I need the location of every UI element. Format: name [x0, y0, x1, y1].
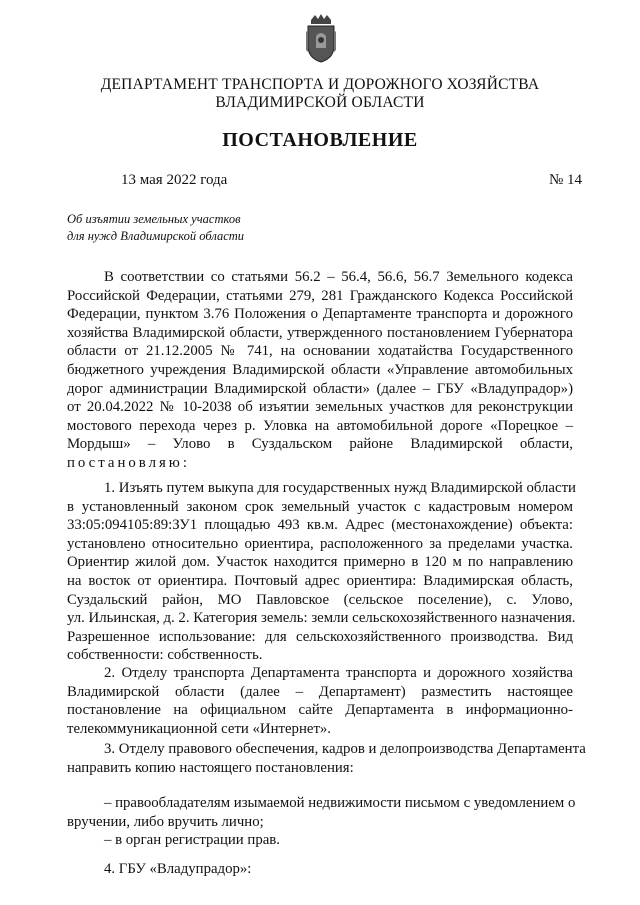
text-line: от 20.04.2022 № 10-2038 об изъятии земельных участков для реконструкции	[67, 399, 573, 416]
document-type-title: ПОСТАНОВЛЕНИЕ	[222, 129, 418, 151]
document-number: № 14	[548, 172, 582, 188]
text-line: области от 21.12.2005 № 741, на основании ходатайства Государственного	[67, 343, 573, 360]
text-line: 3. Отделу правового обеспечения, кадров и делопроизводства Департамента	[104, 741, 586, 757]
item-3-dash-2	[67, 831, 573, 850]
preamble-paragraph	[67, 268, 573, 473]
text-line: – в орган регистрации прав.	[104, 832, 280, 848]
text-line: 1. Изъять путем выкупа для государственных нужд Владимирской области	[104, 480, 576, 496]
text-line: 2. Отделу транспорта Департамента транспорта и дорожного хозяйства	[104, 665, 573, 681]
text-line: Ориентир жилой дом. Участок находится примерно в 120 м по направлению	[67, 554, 573, 571]
text-line: 4. ГБУ «Владупрадор»:	[104, 861, 252, 877]
text-line: Федерации, пунктом 3.76 Положения о Департаменте транспорта и дорожного	[67, 306, 573, 323]
text-line: – правообладателям изымаемой недвижимости письмом с уведомлением о	[104, 795, 576, 811]
item-1-paragraph	[67, 479, 576, 665]
text-line: В соответствии со статьями 56.2 – 56.4, 56.6, 56.7 Земельного кодекса	[104, 269, 573, 285]
text-line: дорог администрации Владимирской области» (далее – ГБУ «Владупрадор»)	[67, 380, 573, 397]
text-line: телекоммуникационной сети «Интернет».	[67, 720, 332, 737]
text-line: Разрешенное использование: для сельскохозяйственного производства. Вид	[67, 628, 573, 645]
text-line: вручении, либо вручить лично;	[67, 813, 264, 830]
subject-line: для нужд Владимирской области	[67, 229, 245, 243]
text-line: Суздальский район, МО Павловское (сельское поселение), с. Улово,	[67, 591, 573, 608]
text-line: установлено относительно ориентира, расположенного за пределами участка.	[67, 535, 573, 552]
text-line: ул. Ильинская, д. 2. Категория земель: земли сельскохозяйственного назначения.	[67, 610, 576, 627]
text-line: Владимирской области (далее – Департамент) разместить настоящее	[67, 683, 573, 700]
item-4-paragraph	[67, 860, 573, 879]
org-name-line2: ВЛАДИМИРСКОЙ ОБЛАСТИ	[215, 94, 425, 111]
text-line: Российской Федерации, статьями 279, 281 Гражданского Кодекса Российской	[67, 287, 573, 304]
text-line: 33:05:094105:89:ЗУ1 площадью 493 кв.м. Адрес (местонахождение) объекта:	[67, 517, 573, 534]
document-subject	[67, 211, 244, 245]
item-2-paragraph	[67, 664, 573, 738]
text-line: постановление на официальном сайте Департамента в информационно-	[67, 702, 573, 719]
text-line: мостового перехода через р. Уловка на автомобильной дороге «Порецкое –	[67, 417, 573, 434]
subject-line: Об изъятии земельных участков	[67, 212, 241, 226]
text-line: Мордыш» – Улово в Суздальском районе Владимирской области,	[67, 436, 573, 453]
text-line: собственности: собственность.	[67, 647, 263, 664]
text-line: хозяйства Владимирской области, утвержденного постановлением Губернатора	[67, 324, 573, 341]
item-3-paragraph	[67, 740, 586, 777]
text-line: направить копию настоящего постановления:	[67, 759, 354, 776]
item-3-dash-1	[67, 794, 576, 831]
text-line: в установленный законом срок земельный участок с кадастровым номером	[67, 498, 573, 515]
resolution-word: постановляю:	[67, 454, 190, 471]
org-name-line1: ДЕПАРТАМЕНТ ТРАНСПОРТА И ДОРОЖНОГО ХОЗЯЙСТВА	[100, 76, 540, 93]
document-date: 13 мая 2022 года	[121, 172, 228, 188]
text-line: бюджетного учреждения Владимирской области «Управление автомобильных	[67, 361, 573, 378]
coat-of-arms-icon	[304, 12, 338, 64]
text-line: на восток от ориентира. Почтовый адрес ориентира: Владимирская область,	[67, 572, 573, 589]
